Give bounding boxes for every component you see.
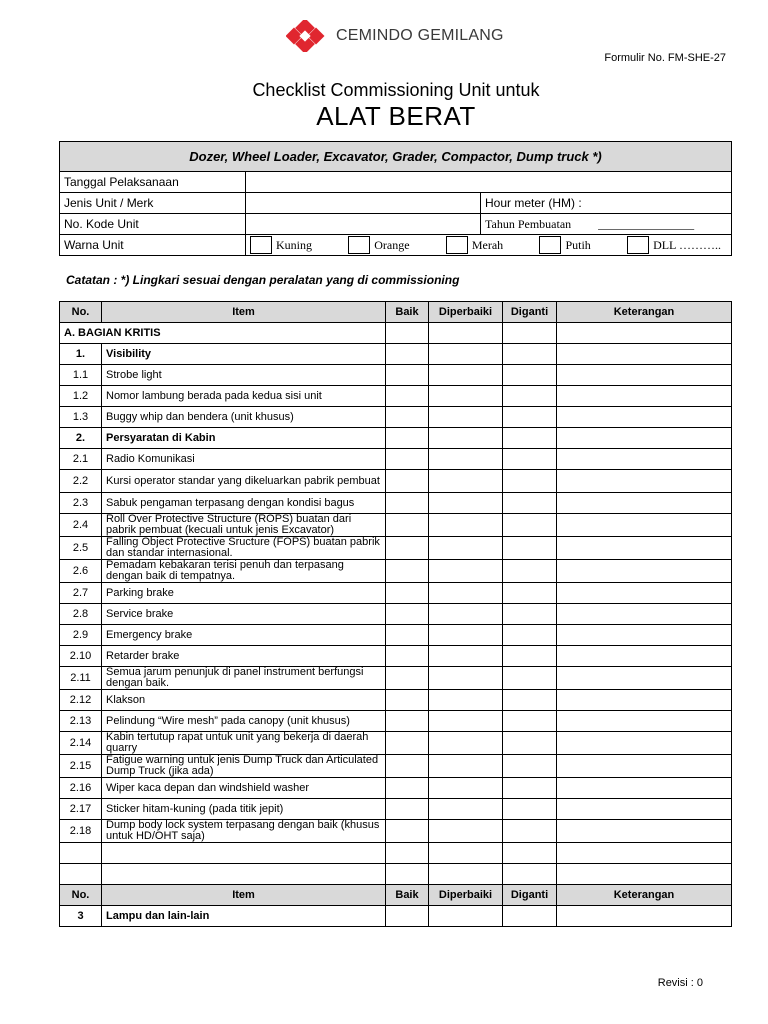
diganti-cell[interactable] bbox=[503, 514, 557, 537]
diganti-cell[interactable] bbox=[503, 799, 557, 820]
diganti-cell[interactable] bbox=[503, 820, 557, 843]
color-label: Kuning bbox=[276, 237, 312, 252]
item-text: Semua jarum penunjuk di panel instrument berfungsi dengan baik. bbox=[102, 667, 386, 690]
color-options bbox=[246, 235, 732, 256]
baik-cell[interactable] bbox=[386, 778, 429, 799]
baik-cell[interactable] bbox=[386, 560, 429, 583]
diperbaiki-cell[interactable] bbox=[429, 449, 503, 470]
column-header-diganti: Diganti bbox=[503, 302, 557, 323]
color-label: DLL ……….. bbox=[653, 237, 721, 252]
keterangan-cell[interactable] bbox=[557, 323, 732, 344]
diperbaiki-cell[interactable] bbox=[429, 470, 503, 493]
baik-cell[interactable] bbox=[386, 583, 429, 604]
diganti-cell[interactable] bbox=[503, 493, 557, 514]
diperbaiki-cell[interactable] bbox=[429, 778, 503, 799]
column-header-diganti: Diganti bbox=[503, 885, 557, 906]
note-text: Catatan : *) Lingkari sesuai dengan peralatan yang di commissioning bbox=[66, 273, 460, 287]
checklist-row bbox=[60, 386, 732, 407]
checkbox[interactable] bbox=[446, 236, 468, 254]
item-number: 2.16 bbox=[60, 778, 102, 799]
item-text: Emergency brake bbox=[102, 625, 386, 646]
item-number: 2.15 bbox=[60, 755, 102, 778]
diganti-cell[interactable] bbox=[503, 667, 557, 690]
diperbaiki-cell[interactable] bbox=[429, 690, 503, 711]
diperbaiki-cell[interactable] bbox=[429, 560, 503, 583]
diganti-cell[interactable] bbox=[503, 755, 557, 778]
keterangan-cell[interactable] bbox=[557, 625, 732, 646]
column-header-no: No. bbox=[60, 302, 102, 323]
form-subtitle: ALAT BERAT bbox=[316, 101, 476, 131]
checklist-row bbox=[60, 365, 732, 386]
diganti-cell[interactable] bbox=[503, 386, 557, 407]
checklist-row bbox=[60, 537, 732, 560]
section-row bbox=[60, 323, 732, 344]
column-header-item: Item bbox=[102, 302, 386, 323]
diganti-cell[interactable] bbox=[503, 537, 557, 560]
diperbaiki-cell[interactable] bbox=[429, 365, 503, 386]
checkbox[interactable] bbox=[348, 236, 370, 254]
diganti-cell[interactable] bbox=[503, 560, 557, 583]
keterangan-cell[interactable] bbox=[557, 428, 732, 449]
baik-cell[interactable] bbox=[386, 843, 429, 864]
diganti-cell[interactable] bbox=[503, 843, 557, 864]
item-text: Dump body lock system terpasang dengan baik (khusus untuk HD/OHT saja) bbox=[102, 820, 386, 843]
column-header-diperbaiki: Diperbaiki bbox=[429, 302, 503, 323]
diganti-cell[interactable] bbox=[503, 604, 557, 625]
diperbaiki-cell[interactable] bbox=[429, 493, 503, 514]
color-label: Putih bbox=[565, 237, 591, 252]
baik-cell[interactable] bbox=[386, 625, 429, 646]
checklist-row bbox=[60, 755, 732, 778]
checklist-row bbox=[60, 583, 732, 604]
baik-cell[interactable] bbox=[386, 493, 429, 514]
keterangan-cell[interactable] bbox=[557, 514, 732, 537]
item-number: 2.13 bbox=[60, 711, 102, 732]
group-row bbox=[60, 344, 732, 365]
checklist-row bbox=[60, 470, 732, 493]
item-number: 1.3 bbox=[60, 407, 102, 428]
diganti-cell[interactable] bbox=[503, 646, 557, 667]
item-number: 2.2 bbox=[60, 470, 102, 493]
baik-cell[interactable] bbox=[386, 365, 429, 386]
form-number: Formulir No. FM-SHE-27 bbox=[604, 52, 726, 64]
diperbaiki-cell[interactable] bbox=[429, 625, 503, 646]
diperbaiki-cell[interactable] bbox=[429, 604, 503, 625]
color-option-dll[interactable] bbox=[627, 236, 721, 254]
keterangan-cell[interactable] bbox=[557, 493, 732, 514]
diganti-cell[interactable] bbox=[503, 407, 557, 428]
item-text: Wiper kaca depan dan windshield washer bbox=[102, 778, 386, 799]
baik-cell[interactable] bbox=[386, 864, 429, 885]
checklist-row bbox=[60, 667, 732, 690]
item-text: Sticker hitam-kuning (pada titik jepit) bbox=[102, 799, 386, 820]
keterangan-cell[interactable] bbox=[557, 906, 732, 927]
baik-cell[interactable] bbox=[386, 514, 429, 537]
item-number: 2.12 bbox=[60, 690, 102, 711]
diganti-cell[interactable] bbox=[503, 365, 557, 386]
item-number: 1.2 bbox=[60, 386, 102, 407]
keterangan-cell[interactable] bbox=[557, 755, 732, 778]
keterangan-cell[interactable] bbox=[557, 344, 732, 365]
diganti-cell[interactable] bbox=[503, 470, 557, 493]
item-number: 2.7 bbox=[60, 583, 102, 604]
item-text: Parking brake bbox=[102, 583, 386, 604]
checklist-row bbox=[60, 493, 732, 514]
group-title: Persyaratan di Kabin bbox=[102, 428, 386, 449]
item-number: 2.6 bbox=[60, 560, 102, 583]
baik-cell[interactable] bbox=[386, 667, 429, 690]
checkbox[interactable] bbox=[250, 236, 272, 254]
diperbaiki-cell[interactable] bbox=[429, 646, 503, 667]
diperbaiki-cell[interactable] bbox=[429, 537, 503, 560]
checkbox[interactable] bbox=[539, 236, 561, 254]
checklist-row bbox=[60, 407, 732, 428]
keterangan-cell[interactable] bbox=[557, 843, 732, 864]
item-number: 2.9 bbox=[60, 625, 102, 646]
equipment-banner: Dozer, Wheel Loader, Excavator, Grader, Compactor, Dump truck *) bbox=[60, 142, 732, 172]
item-text[interactable] bbox=[102, 864, 386, 885]
checklist-row bbox=[60, 604, 732, 625]
unit-info-table bbox=[59, 141, 732, 256]
form-title: Checklist Commissioning Unit untuk bbox=[252, 80, 540, 100]
baik-cell[interactable] bbox=[386, 732, 429, 755]
item-text: Service brake bbox=[102, 604, 386, 625]
baik-cell[interactable] bbox=[386, 690, 429, 711]
group-title: Lampu dan lain-lain bbox=[102, 906, 386, 927]
baik-cell[interactable] bbox=[386, 386, 429, 407]
group-row bbox=[60, 428, 732, 449]
keterangan-cell[interactable] bbox=[557, 407, 732, 428]
item-number bbox=[60, 843, 102, 864]
color-option-orange[interactable] bbox=[348, 236, 409, 254]
section-title: A. BAGIAN KRITIS bbox=[60, 323, 386, 344]
column-header-keterangan: Keterangan bbox=[557, 302, 732, 323]
baik-cell[interactable] bbox=[386, 449, 429, 470]
keterangan-cell[interactable] bbox=[557, 386, 732, 407]
item-text: Retarder brake bbox=[102, 646, 386, 667]
item-number: 2.1 bbox=[60, 449, 102, 470]
baik-cell[interactable] bbox=[386, 344, 429, 365]
item-number: 2.8 bbox=[60, 604, 102, 625]
warna-label: Warna Unit bbox=[60, 235, 246, 256]
diganti-cell[interactable] bbox=[503, 323, 557, 344]
diganti-cell[interactable] bbox=[503, 428, 557, 449]
keterangan-cell[interactable] bbox=[557, 864, 732, 885]
diperbaiki-cell[interactable] bbox=[429, 711, 503, 732]
item-number: 1.1 bbox=[60, 365, 102, 386]
checklist-row bbox=[60, 690, 732, 711]
tahun-line: ________________ bbox=[598, 216, 695, 231]
group-row bbox=[60, 906, 732, 927]
tanggal-field[interactable] bbox=[246, 172, 732, 193]
diperbaiki-cell[interactable] bbox=[429, 732, 503, 755]
item-text[interactable] bbox=[102, 843, 386, 864]
keterangan-cell[interactable] bbox=[557, 778, 732, 799]
column-header-no: No. bbox=[60, 885, 102, 906]
diperbaiki-cell[interactable] bbox=[429, 755, 503, 778]
keterangan-cell[interactable] bbox=[557, 449, 732, 470]
item-text: Falling Object Protective Sructure (FOPS) buatan pabrik dan standar internasional. bbox=[102, 537, 386, 560]
checklist-row bbox=[60, 820, 732, 843]
diganti-cell[interactable] bbox=[503, 864, 557, 885]
checklist-row bbox=[60, 711, 732, 732]
baik-cell[interactable] bbox=[386, 428, 429, 449]
checklist-row bbox=[60, 449, 732, 470]
checkbox[interactable] bbox=[627, 236, 649, 254]
baik-cell[interactable] bbox=[386, 820, 429, 843]
table-header-row bbox=[60, 302, 732, 323]
item-text: Fatigue warning untuk jenis Dump Truck dan Articulated Dump Truck (jika ada) bbox=[102, 755, 386, 778]
diganti-cell[interactable] bbox=[503, 625, 557, 646]
checklist-row bbox=[60, 560, 732, 583]
hour-meter-label: Hour meter (HM) : bbox=[485, 196, 582, 210]
diperbaiki-cell[interactable] bbox=[429, 583, 503, 604]
color-label: Orange bbox=[374, 237, 410, 252]
diperbaiki-cell[interactable] bbox=[429, 386, 503, 407]
keterangan-cell[interactable] bbox=[557, 365, 732, 386]
table-header-row bbox=[60, 885, 732, 906]
tahun-field[interactable] bbox=[481, 214, 732, 235]
diganti-cell[interactable] bbox=[503, 449, 557, 470]
baik-cell[interactable] bbox=[386, 906, 429, 927]
group-title: Visibility bbox=[102, 344, 386, 365]
column-header-keterangan: Keterangan bbox=[557, 885, 732, 906]
diganti-cell[interactable] bbox=[503, 906, 557, 927]
jenis-label: Jenis Unit / Merk bbox=[60, 193, 246, 214]
item-number bbox=[60, 864, 102, 885]
item-number: 2.10 bbox=[60, 646, 102, 667]
color-option-merah[interactable] bbox=[446, 236, 503, 254]
diperbaiki-cell[interactable] bbox=[429, 344, 503, 365]
item-text: Klakson bbox=[102, 690, 386, 711]
checklist-row bbox=[60, 514, 732, 537]
keterangan-cell[interactable] bbox=[557, 583, 732, 604]
checklist-row bbox=[60, 646, 732, 667]
checklist-table bbox=[59, 301, 732, 927]
company-name: CEMINDO GEMILANG bbox=[336, 27, 504, 44]
column-header-baik: Baik bbox=[386, 302, 429, 323]
item-text: Radio Komunikasi bbox=[102, 449, 386, 470]
baik-cell[interactable] bbox=[386, 799, 429, 820]
checklist-row bbox=[60, 732, 732, 755]
diganti-cell[interactable] bbox=[503, 344, 557, 365]
diperbaiki-cell[interactable] bbox=[429, 667, 503, 690]
column-header-item: Item bbox=[102, 885, 386, 906]
keterangan-cell[interactable] bbox=[557, 604, 732, 625]
diperbaiki-cell[interactable] bbox=[429, 820, 503, 843]
diganti-cell[interactable] bbox=[503, 778, 557, 799]
item-text: Roll Over Protective Structure (ROPS) buatan dari pabrik pembuat (kecuali untuk jenis Excavator) bbox=[102, 514, 386, 537]
keterangan-cell[interactable] bbox=[557, 820, 732, 843]
blank-row bbox=[60, 843, 732, 864]
column-header-diperbaiki: Diperbaiki bbox=[429, 885, 503, 906]
keterangan-cell[interactable] bbox=[557, 560, 732, 583]
baik-cell[interactable] bbox=[386, 407, 429, 428]
tahun-label: Tahun Pembuatan bbox=[485, 216, 572, 231]
checklist-row bbox=[60, 799, 732, 820]
item-text: Kabin tertutup rapat untuk unit yang bekerja di daerah quarry bbox=[102, 732, 386, 755]
item-number: 2.11 bbox=[60, 667, 102, 690]
keterangan-cell[interactable] bbox=[557, 537, 732, 560]
diganti-cell[interactable] bbox=[503, 690, 557, 711]
item-number: 2.3 bbox=[60, 493, 102, 514]
diganti-cell[interactable] bbox=[503, 583, 557, 604]
diperbaiki-cell[interactable] bbox=[429, 407, 503, 428]
keterangan-cell[interactable] bbox=[557, 667, 732, 690]
baik-cell[interactable] bbox=[386, 470, 429, 493]
jenis-field[interactable] bbox=[246, 193, 481, 214]
color-label: Merah bbox=[471, 237, 504, 252]
item-text: Pelindung “Wire mesh” pada canopy (unit khusus) bbox=[102, 711, 386, 732]
cemindo-logo-icon bbox=[286, 20, 330, 52]
diperbaiki-cell[interactable] bbox=[429, 799, 503, 820]
item-number: 2.14 bbox=[60, 732, 102, 755]
checklist-row bbox=[60, 778, 732, 799]
revision-number: Revisi : 0 bbox=[657, 977, 703, 989]
column-header-baik: Baik bbox=[386, 885, 429, 906]
kode-field[interactable] bbox=[246, 214, 481, 235]
keterangan-cell[interactable] bbox=[557, 646, 732, 667]
keterangan-cell[interactable] bbox=[557, 690, 732, 711]
kode-label: No. Kode Unit bbox=[60, 214, 246, 235]
diperbaiki-cell[interactable] bbox=[429, 906, 503, 927]
tanggal-label: Tanggal Pelaksanaan bbox=[60, 172, 246, 193]
diperbaiki-cell[interactable] bbox=[429, 864, 503, 885]
group-number: 1. bbox=[60, 344, 102, 365]
blank-row bbox=[60, 864, 732, 885]
baik-cell[interactable] bbox=[386, 646, 429, 667]
baik-cell[interactable] bbox=[386, 604, 429, 625]
color-option-kuning[interactable] bbox=[250, 236, 312, 254]
baik-cell[interactable] bbox=[386, 537, 429, 560]
item-text: Kursi operator standar yang dikeluarkan pabrik pembuat bbox=[102, 470, 386, 493]
item-text: Nomor lambung berada pada kedua sisi unit bbox=[102, 386, 386, 407]
checklist-row bbox=[60, 625, 732, 646]
diperbaiki-cell[interactable] bbox=[429, 514, 503, 537]
item-number: 2.5 bbox=[60, 537, 102, 560]
color-option-putih[interactable] bbox=[539, 236, 590, 254]
group-number: 3 bbox=[60, 906, 102, 927]
keterangan-cell[interactable] bbox=[557, 470, 732, 493]
hour-meter-field[interactable] bbox=[481, 193, 732, 214]
item-text: Pemadam kebakaran terisi penuh dan terpasang dengan baik di tempatnya. bbox=[102, 560, 386, 583]
baik-cell[interactable] bbox=[386, 755, 429, 778]
baik-cell[interactable] bbox=[386, 323, 429, 344]
diperbaiki-cell[interactable] bbox=[429, 843, 503, 864]
item-text: Buggy whip dan bendera (unit khusus) bbox=[102, 407, 386, 428]
keterangan-cell[interactable] bbox=[557, 711, 732, 732]
keterangan-cell[interactable] bbox=[557, 799, 732, 820]
item-number: 2.17 bbox=[60, 799, 102, 820]
item-text: Sabuk pengaman terpasang dengan kondisi bagus bbox=[102, 493, 386, 514]
diganti-cell[interactable] bbox=[503, 711, 557, 732]
item-number: 2.18 bbox=[60, 820, 102, 843]
item-text: Strobe light bbox=[102, 365, 386, 386]
company-logo bbox=[286, 20, 504, 52]
keterangan-cell[interactable] bbox=[557, 732, 732, 755]
group-number: 2. bbox=[60, 428, 102, 449]
diperbaiki-cell[interactable] bbox=[429, 428, 503, 449]
diganti-cell[interactable] bbox=[503, 732, 557, 755]
baik-cell[interactable] bbox=[386, 711, 429, 732]
diperbaiki-cell[interactable] bbox=[429, 323, 503, 344]
item-number: 2.4 bbox=[60, 514, 102, 537]
